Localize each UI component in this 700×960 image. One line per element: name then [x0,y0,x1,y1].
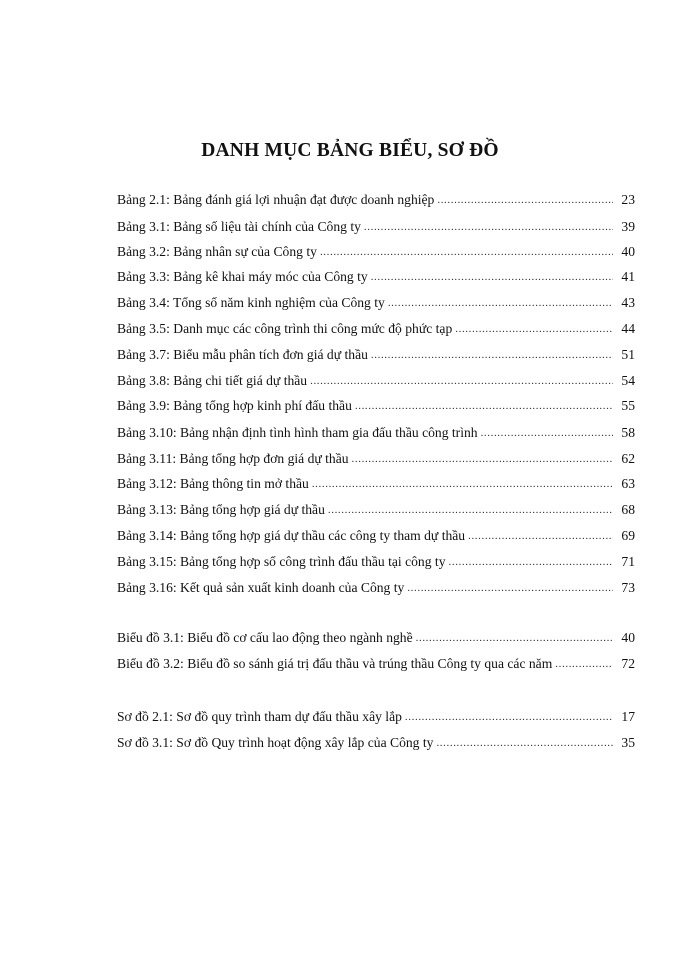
toc-entry [117,373,635,395]
entry-page-number: 23 [621,192,635,207]
entry-page-number: 39 [621,219,635,234]
entry-label: Bảng 3.10: Bảng nhận định tình hình tham gia đấu thầu công trình [117,425,478,440]
dot-leader [405,711,613,723]
dot-leader [449,556,614,568]
entry-label: Bảng 3.7: Biểu mẫu phân tích đơn giá dự thầu [117,347,368,362]
toc-entry [117,219,635,241]
toc-entry [117,735,635,757]
entry-label: Bảng 3.5: Danh mục các công trình thi công mức độ phức tạp [117,321,453,336]
entry-label: Biểu đồ 3.1: Biểu đồ cơ cấu lao động theo ngành nghề [117,630,413,645]
toc-entry [117,476,635,498]
dot-leader [312,478,613,490]
dot-leader [355,400,613,412]
toc-entry [117,630,635,652]
entry-label: Bảng 3.14: Bảng tổng hợp giá dự thầu các công ty tham dự thầu [117,528,466,543]
entry-page-number: 51 [621,347,635,362]
toc-entry [117,709,635,731]
entry-page-number: 43 [621,295,635,310]
entry-label: Bảng 3.8: Bảng chi tiết giá dự thầu [117,373,308,388]
page-title: DANH MỤC BẢNG BIỂU, SƠ ĐỒ [201,140,499,161]
entry-page-number: 73 [621,580,635,595]
toc-entry [117,554,635,576]
toc-entry [117,398,635,420]
toc-entry [117,451,635,473]
entry-page-number: 68 [621,502,635,517]
entry-label: Bảng 2.1: Bảng đánh giá lợi nhuận đạt được doanh nghiệp [117,192,435,207]
entry-label: Bảng 3.9: Bảng tổng hợp kinh phí đấu thầu [117,398,352,413]
entry-label: Sơ đồ 2.1: Sơ đồ quy trình tham dự đấu thầu xây lắp [117,709,402,724]
dot-leader [352,453,613,465]
toc-entry [117,269,635,291]
toc-entry [117,321,635,343]
entry-label: Bảng 3.3: Bảng kê khai máy móc của Công ty [117,269,368,284]
dot-leader [436,737,613,749]
toc-entry [117,528,635,550]
dot-leader [364,221,613,233]
dot-leader [310,375,613,387]
dot-leader [468,530,613,542]
entry-page-number: 41 [621,269,635,284]
entry-label: Bảng 3.1: Bảng số liệu tài chính của Công ty [117,219,361,234]
dot-leader [437,194,613,206]
entry-page-number: 55 [621,398,635,413]
dot-leader [455,323,613,335]
entry-label: Bảng 3.15: Bảng tổng hợp số công trình đấu thầu tại công ty [117,554,446,569]
entry-page-number: 69 [621,528,635,543]
entry-page-number: 58 [621,425,635,440]
entry-page-number: 17 [621,709,635,724]
entry-page-number: 44 [621,321,635,336]
entry-page-number: 54 [621,373,635,388]
dot-leader [555,658,613,670]
entry-label: Bảng 3.12: Bảng thông tin mở thầu [117,476,309,491]
toc-entry [117,295,635,317]
toc-entry [117,656,635,678]
entry-label: Bảng 3.13: Bảng tổng hợp giá dự thầu [117,502,325,517]
entry-label: Bảng 3.4: Tổng số năm kinh nghiệm của Công ty [117,295,385,310]
entry-label: Biểu đồ 3.2: Biểu đồ so sánh giá trị đấu thầu và trúng thầu Công ty qua các năm [117,656,553,671]
toc-entry [117,425,635,447]
entry-page-number: 63 [621,476,635,491]
dot-leader [481,427,613,439]
toc-entry [117,244,635,266]
entry-page-number: 62 [621,451,635,466]
entry-page-number: 40 [621,630,635,645]
dot-leader [388,297,613,309]
entry-label: Bảng 3.2: Bảng nhân sự của Công ty [117,244,317,259]
entry-page-number: 72 [621,656,635,671]
dot-leader [407,582,613,594]
dot-leader [371,349,613,361]
toc-entry [117,192,635,214]
dot-leader [371,271,613,283]
entry-page-number: 40 [621,244,635,259]
toc-entry [117,580,635,602]
dot-leader [328,504,613,516]
entry-label: Bảng 3.16: Kết quả sản xuất kinh doanh của Công ty [117,580,405,595]
dot-leader [320,246,613,258]
entry-page-number: 71 [621,554,635,569]
entry-label: Sơ đồ 3.1: Sơ đồ Quy trình hoạt động xây lắp của Công ty [117,735,434,750]
dot-leader [416,632,613,644]
toc-entry [117,502,635,524]
toc-entry [117,347,635,369]
entry-page-number: 35 [621,735,635,750]
entry-label: Bảng 3.11: Bảng tổng hợp đơn giá dự thầu [117,451,349,466]
